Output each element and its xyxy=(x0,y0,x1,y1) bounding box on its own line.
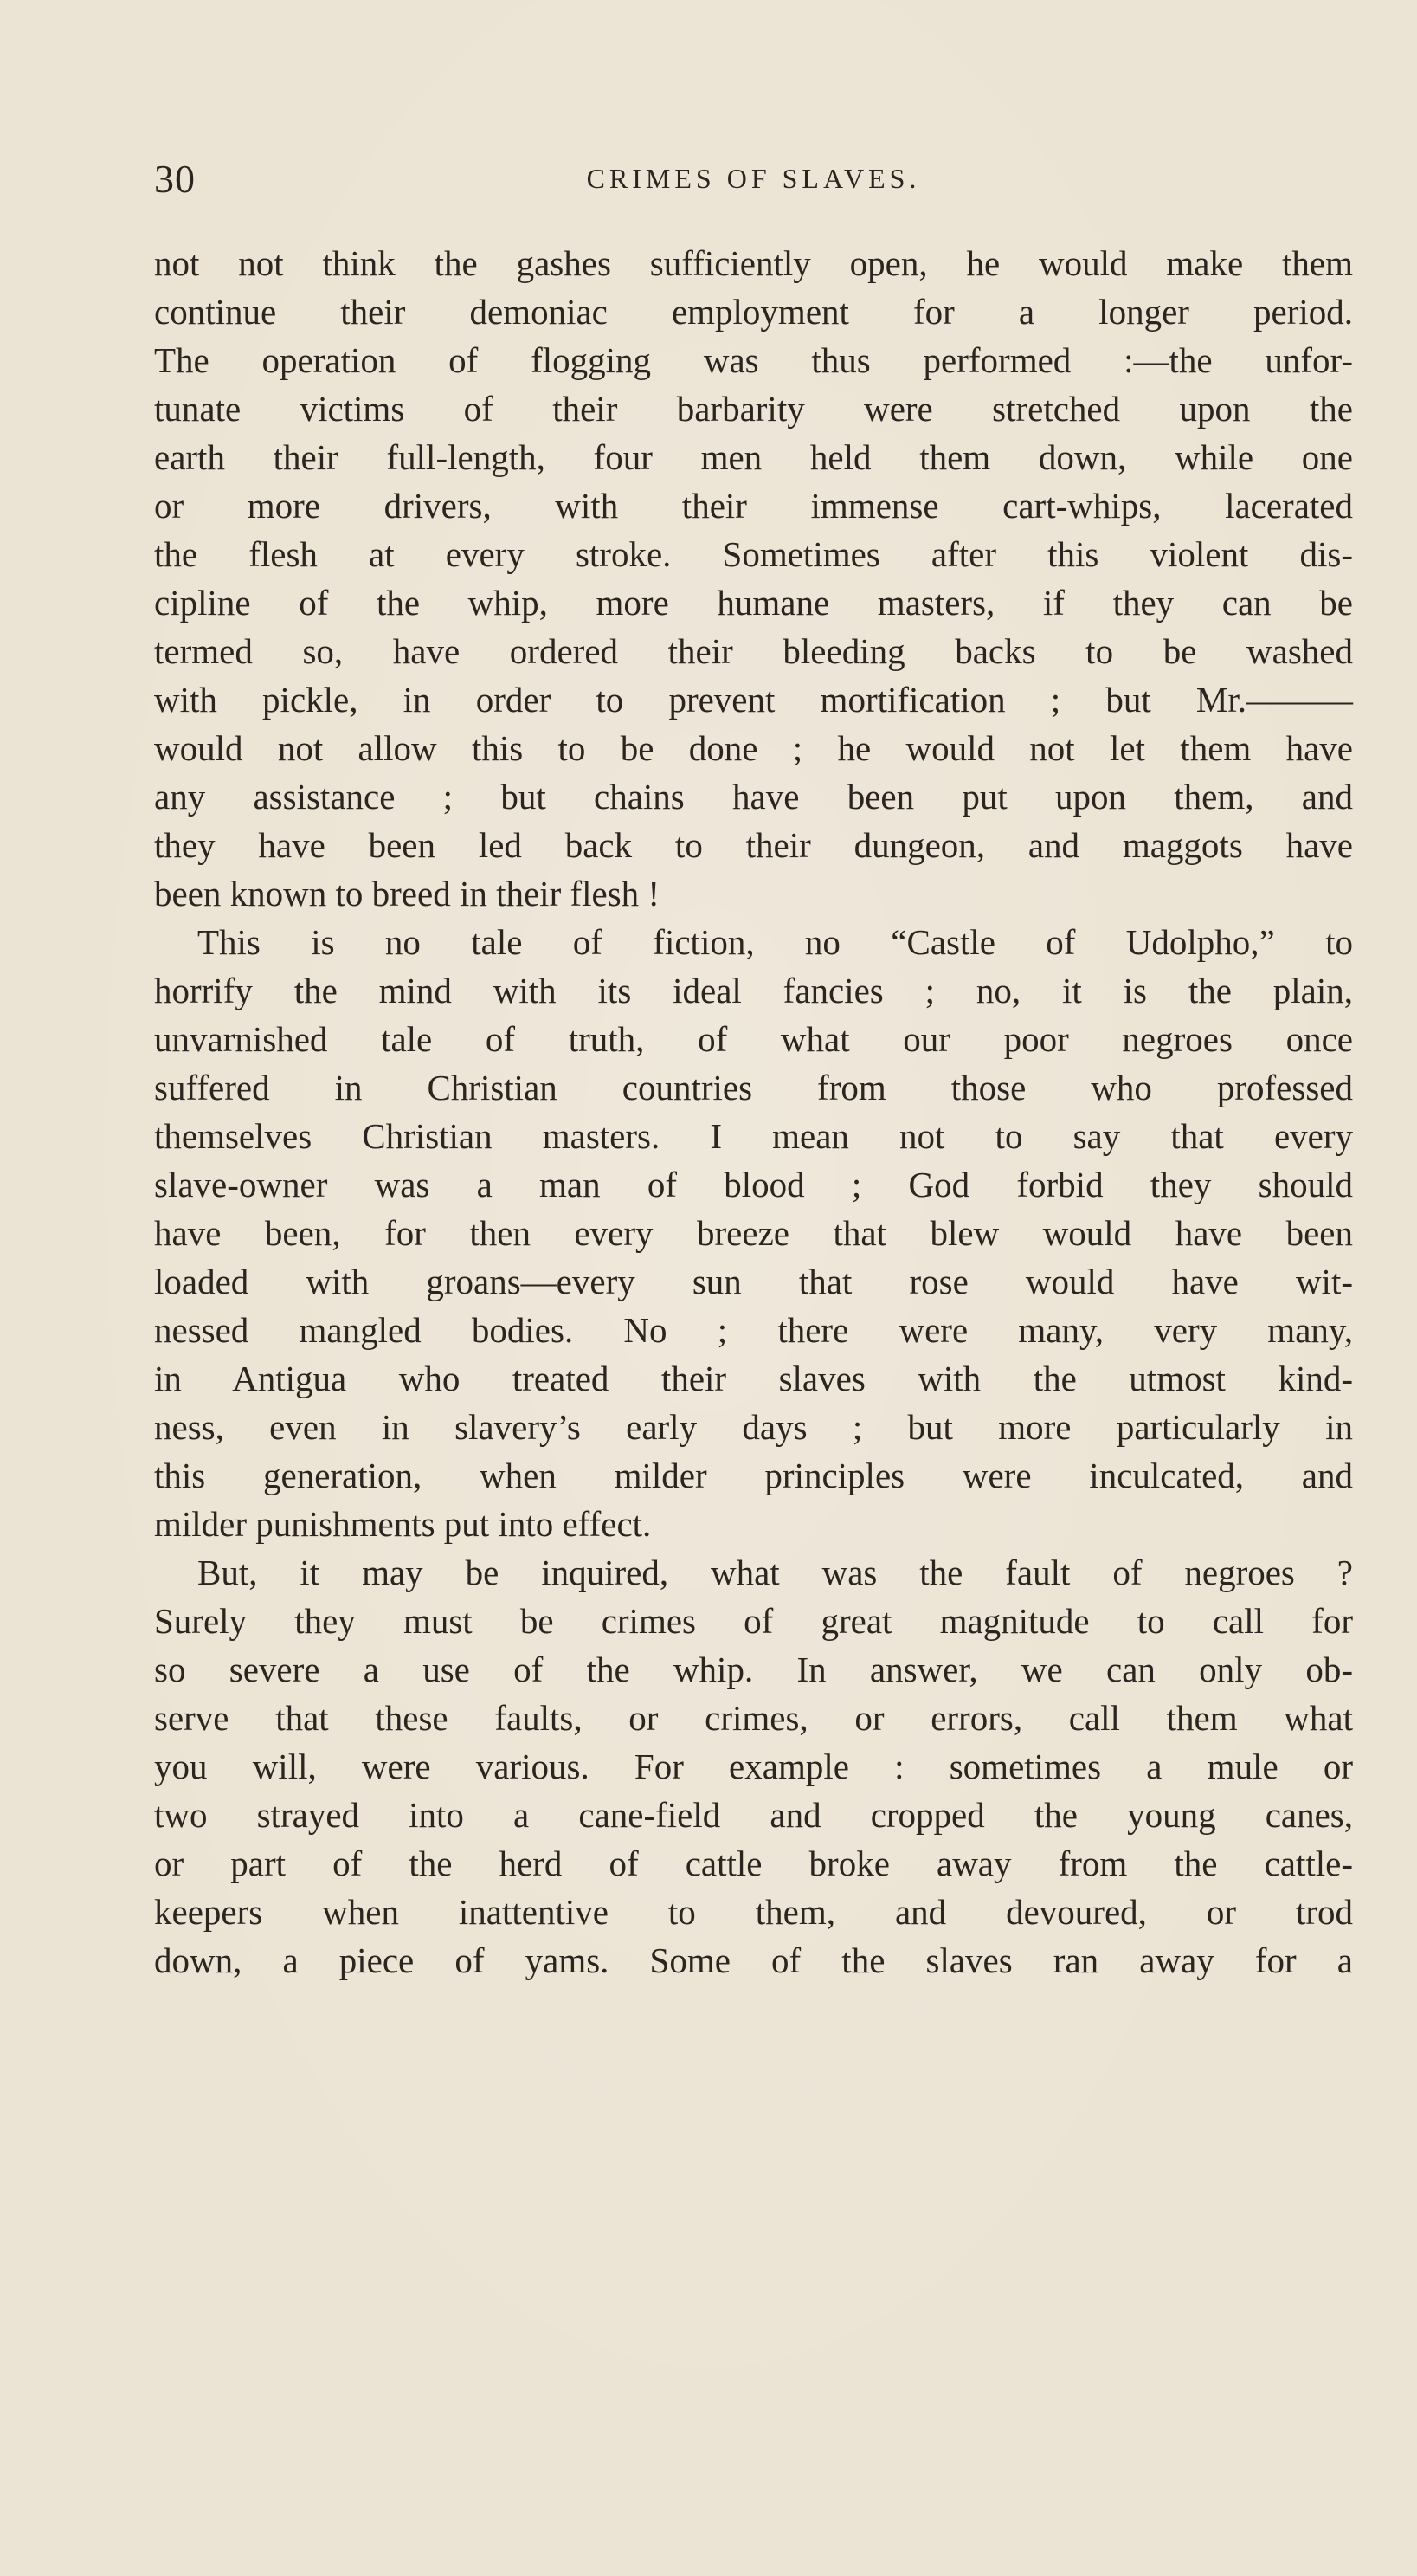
page-number: 30 xyxy=(154,157,196,201)
text-line: any assistance ; but chains have been put upon them, and xyxy=(154,777,1353,817)
running-title: CRIMES OF SLAVES. xyxy=(586,163,921,194)
paragraph-end-line: milder punishments put into effect. xyxy=(154,1504,652,1544)
text-line: you will, were various. For example : sometimes a mule or xyxy=(154,1746,1353,1786)
text-line: The operation of flogging was thus performed :—the unfor- xyxy=(154,340,1353,380)
text-line: in Antigua who treated their slaves with the utmost kind- xyxy=(154,1359,1353,1398)
text-line: the flesh at every stroke. Sometimes after this violent dis- xyxy=(154,534,1353,574)
text-line: so severe a use of the whip. In answer, we can only ob- xyxy=(154,1650,1353,1689)
text-line: ness, even in slavery’s early days ; but more particularly in xyxy=(154,1407,1353,1447)
text-line: Surely they must be crimes of great magnitude to call for xyxy=(154,1601,1353,1641)
paragraph-start-line: But, it may be inquired, what was the fault of negroes ? xyxy=(197,1553,1353,1592)
text-line: serve that these faults, or crimes, or errors, call them what xyxy=(154,1698,1353,1738)
text-line: or part of the herd of cattle broke away from the cattle- xyxy=(154,1843,1353,1883)
text-line: tunate victims of their barbarity were stretched upon the xyxy=(154,389,1353,429)
text-line: have been, for then every breeze that blew would have been xyxy=(154,1213,1353,1253)
text-line: two strayed into a cane-field and cropped the young canes, xyxy=(154,1795,1353,1835)
text-line: termed so, have ordered their bleeding backs to be washed xyxy=(154,631,1353,671)
text-line: down, a piece of yams. Some of the slaves ran away for a xyxy=(154,1940,1353,1980)
text-line: nessed mangled bodies. No ; there were many, very many, xyxy=(154,1310,1353,1350)
text-line: with pickle, in order to prevent mortification ; but Mr.——— xyxy=(154,680,1353,720)
text-line: they have been led back to their dungeon, and maggots have xyxy=(154,825,1353,865)
text-line: cipline of the whip, more humane masters, if they can be xyxy=(154,583,1353,623)
text-line: earth their full-length, four men held them down, while one xyxy=(154,437,1353,477)
text-line: or more drivers, with their immense cart-whips, lacerated xyxy=(154,486,1353,526)
body-text xyxy=(154,239,1353,1985)
text-line: slave-owner was a man of blood ; God forbid they should xyxy=(154,1165,1353,1204)
text-line: themselves Christian masters. I mean not to say that every xyxy=(154,1116,1353,1156)
text-line: horrify the mind with its ideal fancies ; no, it is the plain, xyxy=(154,971,1353,1010)
paragraph-end-line: been known to breed in their flesh ! xyxy=(154,874,660,914)
text-line: continue their demoniac employment for a longer period. xyxy=(154,292,1353,332)
paragraph-start-line: This is no tale of fiction, no “Castle of Udolpho,” to xyxy=(197,922,1353,962)
running-head xyxy=(154,156,1353,208)
text-line: unvarnished tale of truth, of what our poor negroes once xyxy=(154,1019,1353,1059)
text-line: would not allow this to be done ; he would not let them have xyxy=(154,728,1353,768)
text-line: not not think the gashes sufficiently open, he would make them xyxy=(154,243,1353,283)
text-line: this generation, when milder principles were inculcated, and xyxy=(154,1456,1353,1495)
text-line: suffered in Christian countries from those who professed xyxy=(154,1068,1353,1107)
text-line: keepers when inattentive to them, and devoured, or trod xyxy=(154,1892,1353,1932)
text-line: loaded with groans—every sun that rose would have wit- xyxy=(154,1262,1353,1301)
